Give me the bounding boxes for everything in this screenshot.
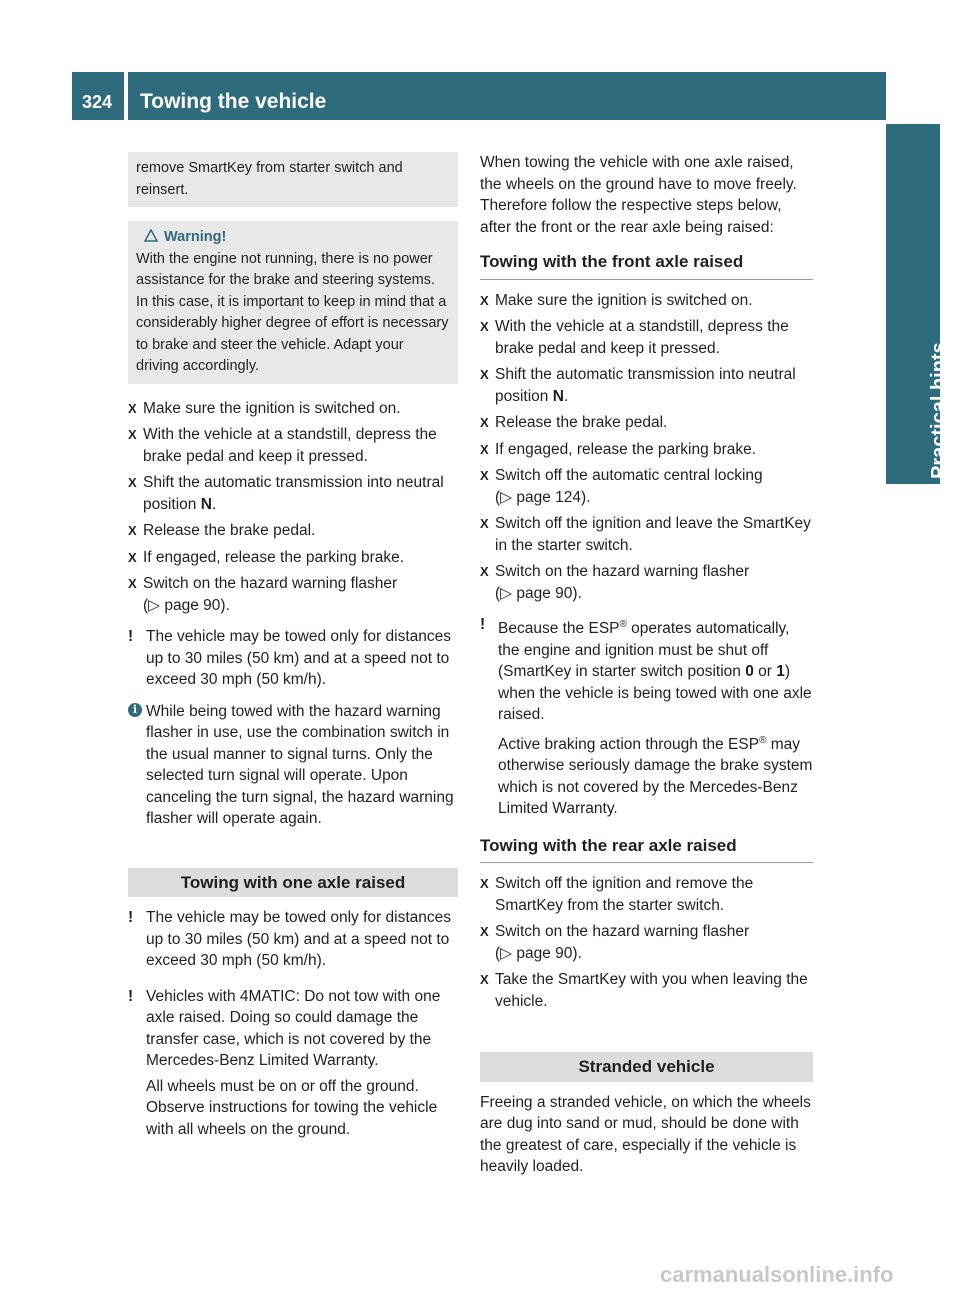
- step-text: Make sure the ignition is switched on.: [143, 399, 401, 417]
- list-item: [128, 424, 458, 467]
- position-1: 1: [776, 663, 785, 681]
- step-text: Make sure the ignition is switched on.: [495, 291, 753, 309]
- position-n: N: [552, 387, 564, 405]
- registered-mark: ®: [619, 619, 627, 630]
- warning-triangle-icon: [144, 229, 158, 242]
- subsection-heading-front: Towing with the front axle raised: [480, 248, 813, 280]
- step-marker-icon: X: [480, 367, 489, 382]
- step-marker-icon: X: [480, 972, 489, 988]
- step-text: Take the SmartKey with you when leaving the vehicle.: [495, 971, 808, 1010]
- note-text: Vehicles with 4MATIC: Do not tow with one axle raised. Doing so could damage the transfer case, which is not covered by the Mercedes-Benz Limited Warranty.: [146, 987, 441, 1069]
- list-item: [128, 398, 458, 420]
- step-marker-icon: X: [480, 415, 489, 430]
- list-item: [480, 921, 813, 964]
- left-column: [128, 152, 458, 1140]
- caution-note: [128, 986, 458, 1072]
- note-text: may otherwise seriously damage the brake system which is not covered by the Mercedes-Benz Limited Warranty.: [498, 735, 813, 818]
- list-item: X Shift the automatic transmission into neutral position N.: [128, 474, 444, 513]
- warning-text: With the engine not running, there is no power assistance for the brake and steering systems. In this case, it is important to keep in mind that a considerably higher degree of effort is necessary to brake and steer the vehicle. Adapt your driving accordingly.: [136, 250, 449, 374]
- step-text: Switch on the hazard warning flasher: [495, 923, 750, 941]
- exclamation-icon: !: [128, 987, 134, 1005]
- step-marker-icon: X: [128, 400, 137, 416]
- section-heading: Stranded vehicle: [480, 1052, 813, 1082]
- page-title: Towing the vehicle: [140, 90, 327, 113]
- warning-box: [128, 221, 458, 384]
- step-marker-icon: X: [480, 441, 489, 457]
- warning-heading: [136, 227, 450, 249]
- position-n: N: [200, 495, 212, 513]
- exclamation-icon: !: [480, 616, 486, 633]
- section-heading: Towing with one axle raised: [128, 868, 458, 898]
- list-item: [128, 573, 458, 616]
- watermark: carmanualsonline.info: [660, 1262, 894, 1287]
- step-text: If engaged, release the parking brake.: [143, 548, 405, 566]
- list-item: [480, 873, 813, 916]
- stranded-paragraph: Freeing a stranded vehicle, on which the wheels are dug into sand or mud, should be done with the greatest of care, especially if the vehicle is heavily loaded.: [480, 1093, 811, 1176]
- list-item: [128, 520, 458, 542]
- step-text: With the vehicle at a standstill, depress the brake pedal and keep it pressed.: [495, 318, 789, 357]
- info-icon: i: [128, 703, 142, 717]
- info-note: [128, 701, 458, 830]
- note-continuation: [480, 730, 813, 820]
- step-marker-icon: X: [128, 523, 137, 538]
- step-marker-icon: X: [480, 468, 489, 483]
- list-item: [480, 561, 813, 604]
- warning-title: Warning!: [164, 229, 227, 245]
- registered-mark: ®: [759, 734, 767, 746]
- note-text: While being towed with the hazard warning flasher in use, use the combination switch in the usual manner to signal turns. Only the selected turn signal will operate. Upon canceling the turn signal, the hazard warning flasher will operate again.: [146, 702, 454, 827]
- list-item: [480, 290, 813, 312]
- page-number-tab: [72, 72, 124, 120]
- page-reference-link[interactable]: (▷ page 90).: [143, 596, 230, 614]
- step-marker-icon: X: [128, 427, 137, 442]
- list-item: [480, 412, 813, 434]
- note-text: The vehicle may be towed only for distances up to 30 miles (50 km) and at a speed not to exceed 30 mph (50 km/h).: [146, 909, 451, 969]
- page-header: [128, 72, 886, 120]
- list-item: [480, 316, 813, 359]
- step-marker-icon: X: [480, 924, 489, 940]
- position-0: 0: [745, 663, 754, 681]
- step-text: Release the brake pedal.: [143, 522, 316, 539]
- list-item: X Shift the automatic transmission into neutral position N.: [480, 366, 796, 405]
- caution-note: [128, 626, 458, 691]
- step-marker-icon: X: [480, 292, 489, 308]
- step-marker-icon: X: [480, 516, 489, 531]
- note-continuation: All wheels must be on or off the ground. Observe instructions for towing the vehicle with all wheels on the ground.: [146, 1077, 438, 1138]
- list-item: [480, 439, 813, 461]
- step-marker-icon: X: [128, 549, 137, 565]
- page-reference-link[interactable]: (▷ page 124).: [495, 488, 591, 506]
- step-text: Switch off the ignition and remove the SmartKey from the starter switch.: [495, 875, 754, 914]
- note-text: or: [753, 663, 777, 681]
- step-text: Switch off the ignition and leave the SmartKey in the starter switch.: [495, 515, 811, 554]
- step-text: With the vehicle at a standstill, depress the brake pedal and keep it pressed.: [143, 426, 437, 465]
- step-marker-icon: X: [480, 876, 489, 892]
- step-marker-icon: X: [128, 576, 137, 591]
- caution-note: [128, 907, 458, 972]
- step-marker-icon: X: [480, 319, 489, 334]
- right-column: [480, 152, 813, 1188]
- subsection-heading-rear: Towing with the rear axle raised: [480, 832, 813, 864]
- step-marker-icon: X: [128, 475, 137, 490]
- list-item: [480, 513, 813, 556]
- section-side-tab: [886, 124, 950, 484]
- step-text: Shift the automatic transmission into neutral position: [495, 366, 796, 405]
- step-text: Switch on the hazard warning flasher: [495, 563, 750, 580]
- step-text: Shift the automatic transmission into neutral position: [143, 474, 444, 513]
- list-item: [128, 547, 458, 569]
- continued-text: remove SmartKey from starter switch and reinsert.: [136, 160, 403, 198]
- step-marker-icon: X: [480, 564, 489, 579]
- section-tab-label: Practical hints: [928, 342, 950, 479]
- step-text: Switch off the automatic central locking: [495, 467, 763, 484]
- note-text: operates automatically, the engine and ignition must be shut off (SmartKey in starter switch position: [498, 620, 790, 681]
- page-number: 324: [82, 92, 113, 112]
- exclamation-icon: !: [128, 909, 134, 926]
- step-text: If engaged, release the parking brake.: [495, 440, 757, 458]
- intro-paragraph: When towing the vehicle with one axle raised, the wheels on the ground have to move freely. Therefore follow the respective steps below, after the front or the rear axle being raised:: [480, 154, 797, 236]
- page-reference-link[interactable]: (▷ page 90).: [495, 584, 582, 602]
- list-item: [480, 465, 813, 508]
- list-item: [480, 969, 813, 1012]
- note-text: Active braking action through the ESP: [498, 735, 760, 753]
- note-text: ) when the vehicle is being towed with one axle raised.: [498, 663, 812, 724]
- note-text: The vehicle may be towed only for distances up to 30 miles (50 km) and at a speed not to exceed 30 mph (50 km/h).: [146, 628, 451, 688]
- step-text: Release the brake pedal.: [495, 414, 668, 431]
- step-text: Switch on the hazard warning flasher: [143, 575, 398, 592]
- continued-box: [128, 152, 458, 207]
- page-reference-link[interactable]: (▷ page 90).: [495, 944, 582, 962]
- caution-note: [480, 614, 813, 726]
- note-text: Because the ESP: [498, 620, 620, 638]
- exclamation-icon: !: [128, 628, 134, 645]
